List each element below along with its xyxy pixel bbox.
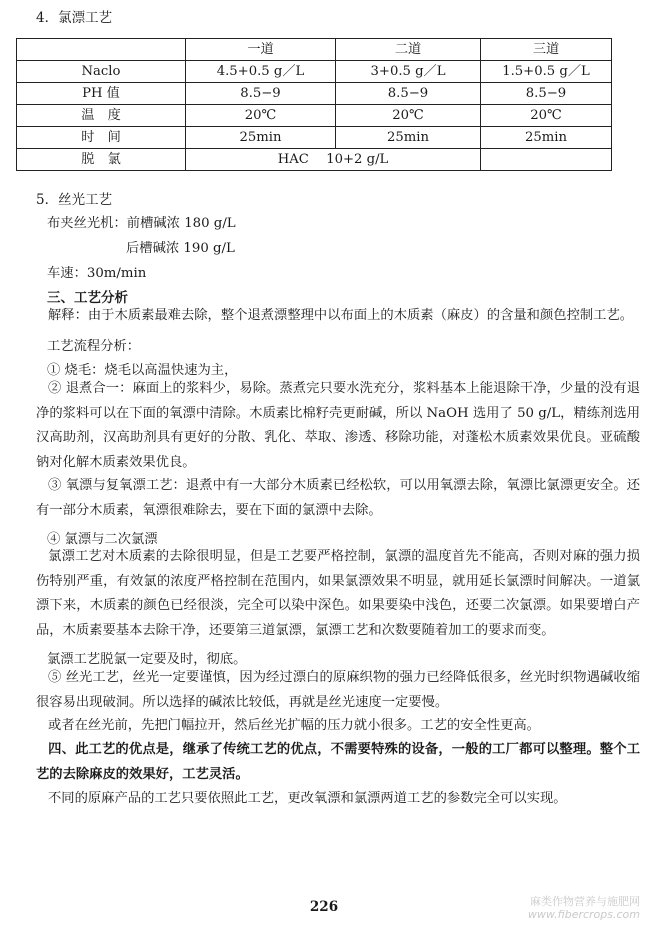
mercerize-line-1: 布夹丝光机：前槽碱浓 180 g/L (47, 216, 236, 231)
closing-paragraph (36, 787, 640, 812)
table-cell-empty (481, 149, 612, 171)
watermark-line-1: 麻类作物营养与施肥网 (530, 895, 640, 908)
table-row-label: Naclo (17, 61, 186, 83)
mercerize-line-3: 车速：30m/min (47, 266, 147, 281)
step-4-text: 氯漂工艺对木质素的去除很明显，但是工艺要严格控制，氯漂的温度首先不能高，否则对麻的强力损伤特别严重，有效氯的浓度严格控制在范围内，如果氯漂效果不明显，就用延长氯漂时间解决。一道氯漂下来，木质素的颜色已经很淡，完全可以染中深色。如果要染中浅色，还要二次氯漂。如果要增白产品，木质素要基本去除干净，还要第三道氯漂，氯漂工艺和次数要随着加工的要求而变。 (36, 549, 640, 638)
table-header-cell (17, 39, 186, 61)
table-row-label: 脱 氯 (17, 149, 186, 171)
site-watermark (528, 895, 640, 921)
table-cell: 3+0.5 g／L (336, 61, 481, 83)
table-row-label: PH 值 (17, 83, 186, 105)
step-3-paragraph (36, 474, 640, 523)
explain-text: 解释：由于木质素最难去除，整个退煮漂整理中以布面上的木质素（麻皮）的含量和颜色控制工艺。 (48, 308, 634, 323)
step-4-note: 氯漂工艺脱氯一定要及时，彻底。 (47, 652, 247, 667)
part-3-title: 三、工艺分析 (47, 290, 128, 306)
page-number: 226 (309, 899, 339, 915)
table-cell: 8.5−9 (481, 83, 612, 105)
table-header-cell: 三道 (481, 39, 612, 61)
section-5-title: 5．丝光工艺 (36, 192, 113, 208)
table-row (17, 83, 612, 105)
step-4-title: ④ 氯漂与二次氯漂 (47, 532, 158, 547)
step-2-text: ② 退煮合一：麻面上的浆料少，易除。蒸煮完只要水洗充分，浆料基本上能退除干净，少量的没有退净的浆料可以在下面的氧漂中清除。木质素比棉籽壳更耐碱，所以 NaOH 选用了 50 g/L，精练剂选用汉高助剂，汉高助剂具有更好的分散、乳化、萃取、渗透、移除功能，对蓬松木质素效果优良。亚硫酸钠对化解木质素效果优良。 (36, 381, 640, 470)
table-row-label: 温 度 (17, 105, 186, 127)
watermark-line-2: www.fibercrops.com (527, 908, 640, 921)
closing-text: 不同的原麻产品的工艺只要依照此工艺，更改氧漂和氯漂两道工艺的参数完全可以实现。 (48, 791, 567, 806)
table-row (17, 149, 612, 171)
step-4-paragraph (36, 545, 640, 643)
table-cell-merged: HAC 10+2 g/L (186, 149, 481, 171)
table-header-cell: 二道 (336, 39, 481, 61)
table-row (17, 61, 612, 83)
section-4-title: 4．氯漂工艺 (36, 10, 113, 26)
step-5-paragraph (36, 666, 640, 715)
table-cell: 25min (481, 127, 612, 149)
part-4-text: 四、此工艺的优点是，继承了传统工艺的优点，不需要特殊的设备，一般的工厂都可以整理。整个工艺的去除麻皮的效果好，工艺灵活。 (36, 742, 640, 782)
table-cell: 20℃ (336, 105, 481, 127)
table-cell: 20℃ (186, 105, 336, 127)
table-header-row (17, 39, 612, 61)
part-4-paragraph (36, 738, 640, 787)
table-cell: 4.5+0.5 g／L (186, 61, 336, 83)
explain-paragraph (36, 304, 640, 329)
table-row-label: 时 间 (17, 127, 186, 149)
step-2-paragraph (36, 377, 640, 475)
mercerize-line-2: 后槽碱浓 190 g/L (126, 241, 235, 256)
table-header-cell: 一道 (186, 39, 336, 61)
step-3-text: ③ 氧漂与复氧漂工艺：退煮中有一大部分木质素已经松软，可以用氧漂去除，氧漂比氯漂更安全。还有一部分木质素，氧漂很难除去，要在下面的氯漂中去除。 (36, 478, 640, 518)
table-row (17, 105, 612, 127)
flow-title: 工艺流程分析： (47, 339, 141, 354)
table-row (17, 127, 612, 149)
table-cell: 8.5−9 (186, 83, 336, 105)
table-cell: 25min (186, 127, 336, 149)
table-cell: 25min (336, 127, 481, 149)
step-1: ① 烧毛：烧毛以高温快速为主， (47, 363, 238, 378)
table-cell: 8.5−9 (336, 83, 481, 105)
table-cell: 20℃ (481, 105, 612, 127)
table-cell: 1.5+0.5 g／L (481, 61, 612, 83)
chlorine-bleach-table (16, 38, 612, 171)
step-5-note (36, 714, 640, 739)
step-5-text: ⑤ 丝光工艺，丝光一定要谨慎，因为经过漂白的原麻织物的强力已经降低很多，丝光时织物遇碱收缩很容易出现破洞。所以选择的碱浓比较低，再就是丝光速度一定要慢。 (36, 670, 640, 710)
step-5-note-text: 或者在丝光前，先把门幅拉开，然后丝光扩幅的压力就小很多。工艺的安全性更高。 (48, 718, 540, 733)
